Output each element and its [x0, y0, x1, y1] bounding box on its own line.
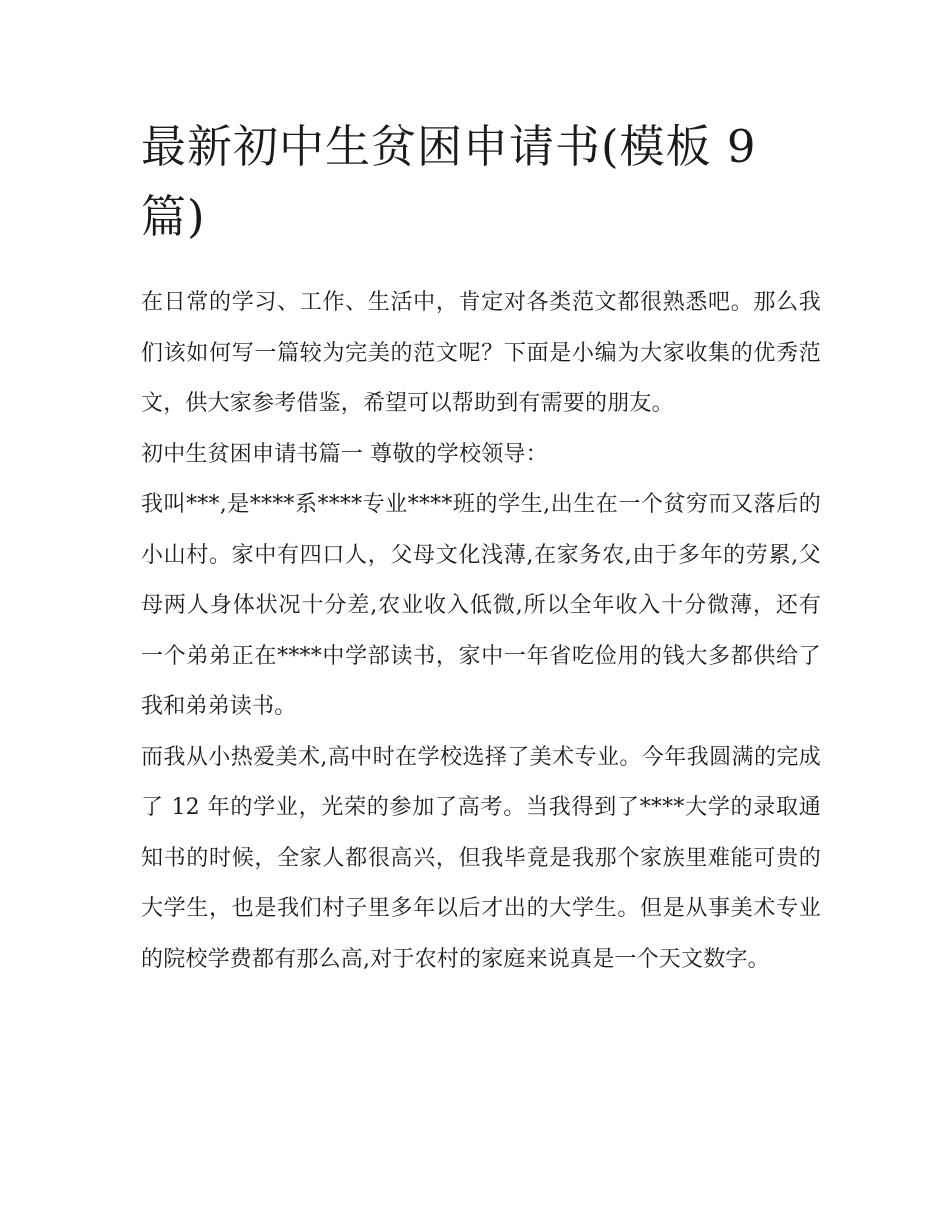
document-page — [141, 112, 821, 985]
document-title: 最新初中生贫困申请书(模板 9 篇) — [141, 120, 757, 243]
body-paragraph-study: 而我从小热爱美术,高中时在学校选择了美术专业。今年我圆满的完成了 12 年的学业，光荣的参加了高考。当我得到了****大学的录取通知书的时候，全家人都很高兴，但我毕竟是我那个家族里难能可贵的大学生，也是我们村子里多年以后才出的大学生。但是从事美术专业的院校学费都有那么高,对于农村的家庭来说真是一个天文数字。 — [141, 744, 821, 972]
intro-paragraph: 在日常的学习、工作、生活中，肯定对各类范文都很熟悉吧。那么我们该如何写一篇较为完美的范文呢？下面是小编为大家收集的优秀范文，供大家参考借鉴，希望可以帮助到有需要的朋友。 — [141, 290, 821, 416]
body-paragraph-family: 我叫***,是****系****专业****班的学生,出生在一个贫穷而又落后的小山村。家中有四口人，父母文化浅薄,在家务农,由于多年的劳累,父母两人身体状况十分差,农业收入低微,所以全年收入十分微薄，还有一个弟弟正在****中学部读书，家中一年省吃俭用的钱大多都供给了我和弟弟读书。 — [141, 492, 821, 719]
salutation-paragraph: 初中生贫困申请书篇一 尊敬的学校领导： — [141, 441, 548, 467]
